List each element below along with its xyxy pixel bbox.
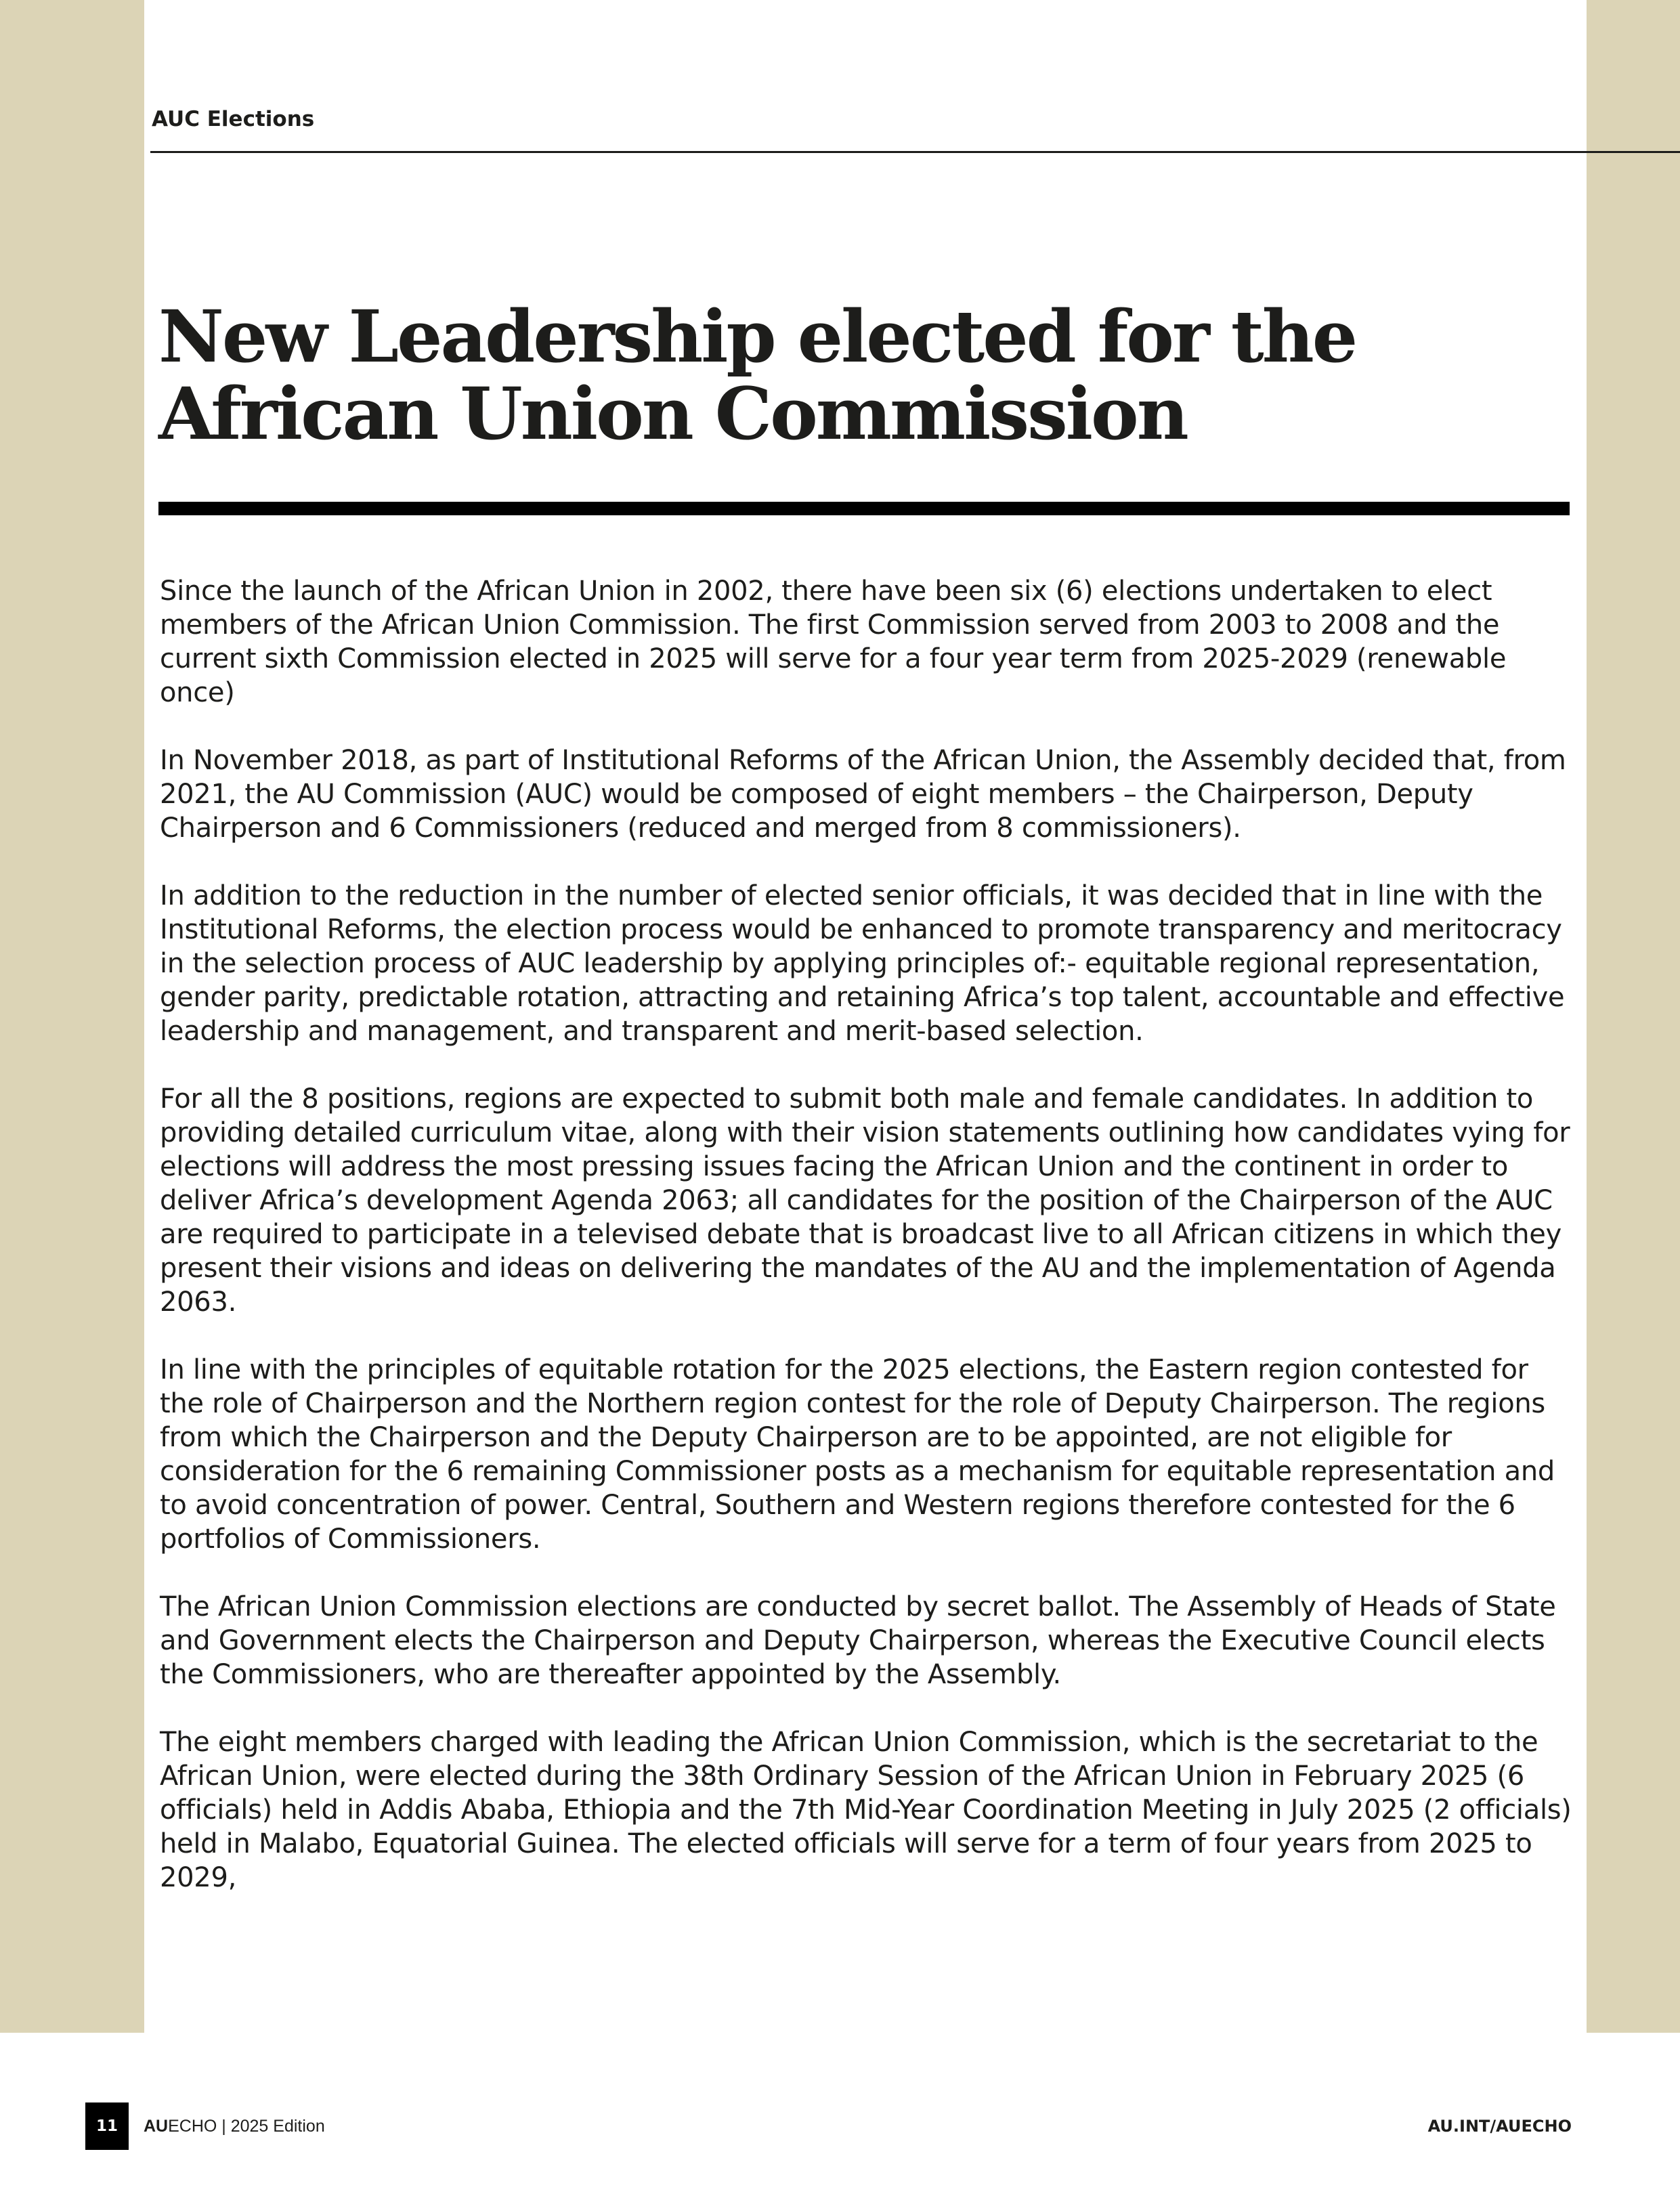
article-body bbox=[160, 574, 1575, 1928]
page-footer bbox=[0, 2102, 1680, 2150]
paragraph: For all the 8 positions, regions are expected to submit both male and female candidates. In addition to providing detailed curriculum vitae, along with their vision statements outlining how candidates vying for elections will address the most pressing issues facing the African Union and the continent in order to deliver Africa’s development Agenda 2063; all candidates for the position of the Chairperson of the AUC are required to participate in a televised debate that is broadcast live to all African citizens in which they present their visions and ideas on delivering the mandates of the AU and the implementation of Agenda 2063. bbox=[160, 1083, 1570, 1318]
paragraph: The African Union Commission elections are conducted by secret ballot. The Assembly of Heads of State and Government elects the Chairperson and Deputy Chairperson, whereas the Executive Council elects the Commissioners, who are thereafter appointed by the Assembly. bbox=[160, 1591, 1556, 1690]
paragraph: In addition to the reduction in the number of elected senior officials, it was decided that in line with the Institutional Reforms, the election process would be enhanced to promote transparency and meritocracy in the selection process of AUC leadership by applying principles of:- equitable regional representation, gender parity, predictable rotation, attracting and retaining Africa’s top talent, accountable and effective leadership and management, and transparent and merit-based selection. bbox=[160, 880, 1565, 1047]
publication-name bbox=[144, 2102, 325, 2150]
paragraph: In line with the principles of equitable rotation for the 2025 elections, the Eastern region contested for the role of Chairperson and the Northern region contest for the role of Deputy Chairperson. The regions from which the Chairperson and the Deputy Chairperson are to be appointed, are not eligible for consideration for the 6 remaining Commissioner posts as a mechanism for equitable representation and to avoid concentration of power. Central, Southern and Western regions therefore contested for the 6 portfolios of Commissioners. bbox=[160, 1354, 1555, 1555]
site-url-link[interactable]: AU.INT/AUECHO bbox=[1427, 2117, 1572, 2136]
publication-name-rest: ECHO | 2025 Edition bbox=[168, 2117, 325, 2136]
publication-name-bold: AU bbox=[144, 2117, 169, 2136]
paragraph: In November 2018, as part of Institutional Reforms of the African Union, the Assembly decided that, from 2021, the AU Commission (AUC) would be composed of eight members – the Chairperson, Deputy Chairperson and 6 Commissioners (reduced and merged from 8 commissioners). bbox=[160, 745, 1566, 844]
paragraph: The eight members charged with leading the African Union Commission, which is the secretariat to the African Union, were elected during the 38th Ordinary Session of the African Union in February 2025 (6 officials) held in Addis Ababa, Ethiopia and the 7th Mid-Year Coordination Meeting in July 2025 (2 officials) held in Malabo, Equatorial Guinea. The elected officials will serve for a term of four years from 2025 to 2029, bbox=[160, 1727, 1572, 1893]
page-title: New Leadership elected for the African Union Commission bbox=[158, 294, 1356, 456]
section-label: AUC Elections bbox=[152, 107, 315, 131]
paragraph: Since the launch of the African Union in 2002, there have been six (6) elections undertaken to elect members of the African Union Commission. The first Commission served from 2003 to 2008 and the current sixth Commission elected in 2025 will serve for a four year term from 2025-2029 (renewable once) bbox=[160, 576, 1507, 708]
left-side-band bbox=[0, 0, 144, 2033]
page-number: 11 bbox=[85, 2102, 129, 2150]
header-divider bbox=[150, 151, 1680, 153]
right-side-band bbox=[1587, 0, 1680, 2033]
title-underline-bar bbox=[158, 502, 1570, 515]
